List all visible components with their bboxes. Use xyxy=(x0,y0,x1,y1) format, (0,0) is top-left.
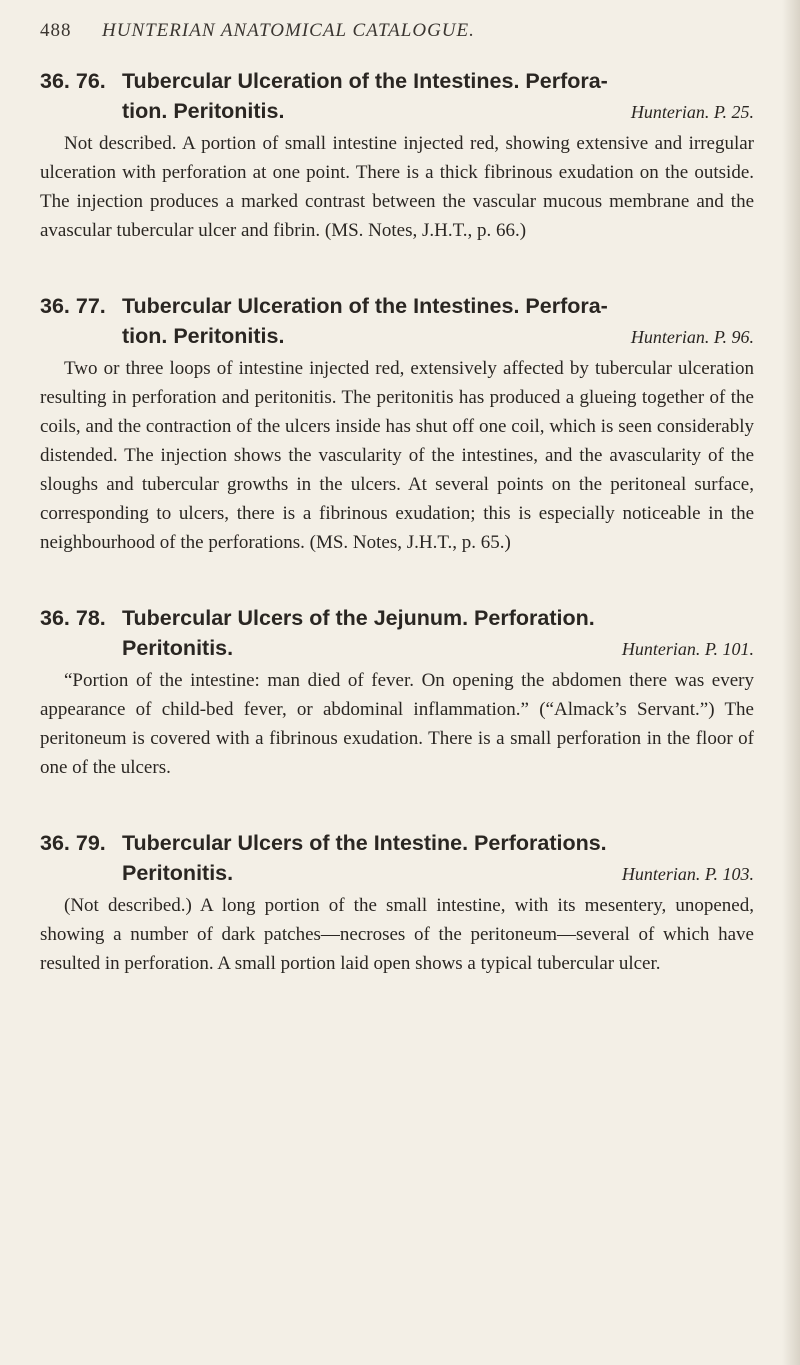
entry-number: 36. 78. xyxy=(40,606,106,630)
entry-title-block xyxy=(122,66,754,127)
entry-description: (Not described.) A long portion of the small intestine, with its mesentery, unopened, showing a number of dark patches—necroses of the peritoneum—several of which have resulted in perforation. A small portion laid open shows a typical tubercular ulcer. xyxy=(40,895,754,974)
entry-description: Not described. A portion of small intestine injected red, showing extensive and irregular ulceration with perforation at one point. There is a thick fibrinous exudation on the outside. The injection produces a marked contrast between the vascular mucous membrane and the avascular tubercular ulcer and fibrin. (MS. Notes, J.H.T., p. 66.) xyxy=(40,133,754,241)
entry-title-line2: Peritonitis. xyxy=(122,861,234,885)
entry-title-line1: Tubercular Ulcers of the Jejunum. Perforation. xyxy=(122,606,595,630)
entry-heading xyxy=(40,291,754,352)
entry-heading xyxy=(40,828,754,889)
page-edge-shadow xyxy=(782,0,800,1365)
entry-title-line2: tion. Peritonitis. xyxy=(122,324,285,348)
entry-title-line2-row xyxy=(122,321,754,352)
entry-title-line1: Tubercular Ulceration of the Intestines. Perfora- xyxy=(122,69,608,93)
entry-title-line1: Tubercular Ulceration of the Intestines. Perfora- xyxy=(122,294,608,318)
entry-title-line2-row xyxy=(122,858,754,889)
catalogue-entry xyxy=(40,66,754,245)
entry-description: Two or three loops of intestine injected red, extensively affected by tubercular ulceration resulting in perforation and peritonitis. The peritonitis has produced a glueing together of the coils, and the contraction of the ulcers inside has shut off one coil, which is seen considerably distended. The injection shows the vascularity of the intestines, and the avascularity of the sloughs and tubercular growths in the ulcers. At several points on the peritoneal surface, corresponding to ulcers, there is a fibrinous exudation; this is especially noticeable in the neighbourhood of the perforations. (MS. Notes, J.H.T., p. 65.) xyxy=(40,358,754,553)
entry-number: 36. 79. xyxy=(40,831,106,855)
entry-number: 36. 76. xyxy=(40,69,106,93)
entry-title-line2-row xyxy=(122,96,754,127)
entry-title-line2-row xyxy=(122,633,754,664)
entry-heading xyxy=(40,603,754,664)
entry-reference: Hunterian. P. 101. xyxy=(621,639,754,659)
entry-title-line2: Peritonitis. xyxy=(122,636,234,660)
entry-title-line2: tion. Peritonitis. xyxy=(122,99,285,123)
entry-description: “Portion of the intestine: man died of fever. On opening the abdomen there was every appearance of child-bed fever, or abdominal inflammation.” (“Almack’s Servant.”) The peritoneum is covered with a fibrinous exudation. There is a small perforation in the floor of one of the ulcers. xyxy=(40,670,754,778)
entry-number: 36. 77. xyxy=(40,294,106,318)
running-title: HUNTERIAN ANATOMICAL CATALOGUE. xyxy=(102,20,475,41)
catalogue-entry xyxy=(40,291,754,557)
page-number: 488 xyxy=(40,20,72,41)
entry-reference: Hunterian. P. 25. xyxy=(630,102,754,122)
entry-title-block xyxy=(122,828,754,889)
entry-title-line1: Tubercular Ulcers of the Intestine. Perforations. xyxy=(122,831,607,855)
entry-reference: Hunterian. P. 96. xyxy=(630,327,754,347)
catalogue-entry xyxy=(40,603,754,782)
entry-heading xyxy=(40,66,754,127)
entry-title-block xyxy=(122,291,754,352)
entry-reference: Hunterian. P. 103. xyxy=(621,864,754,884)
entry-title-block xyxy=(122,603,754,664)
running-head xyxy=(40,20,754,42)
catalogue-entry xyxy=(40,828,754,978)
